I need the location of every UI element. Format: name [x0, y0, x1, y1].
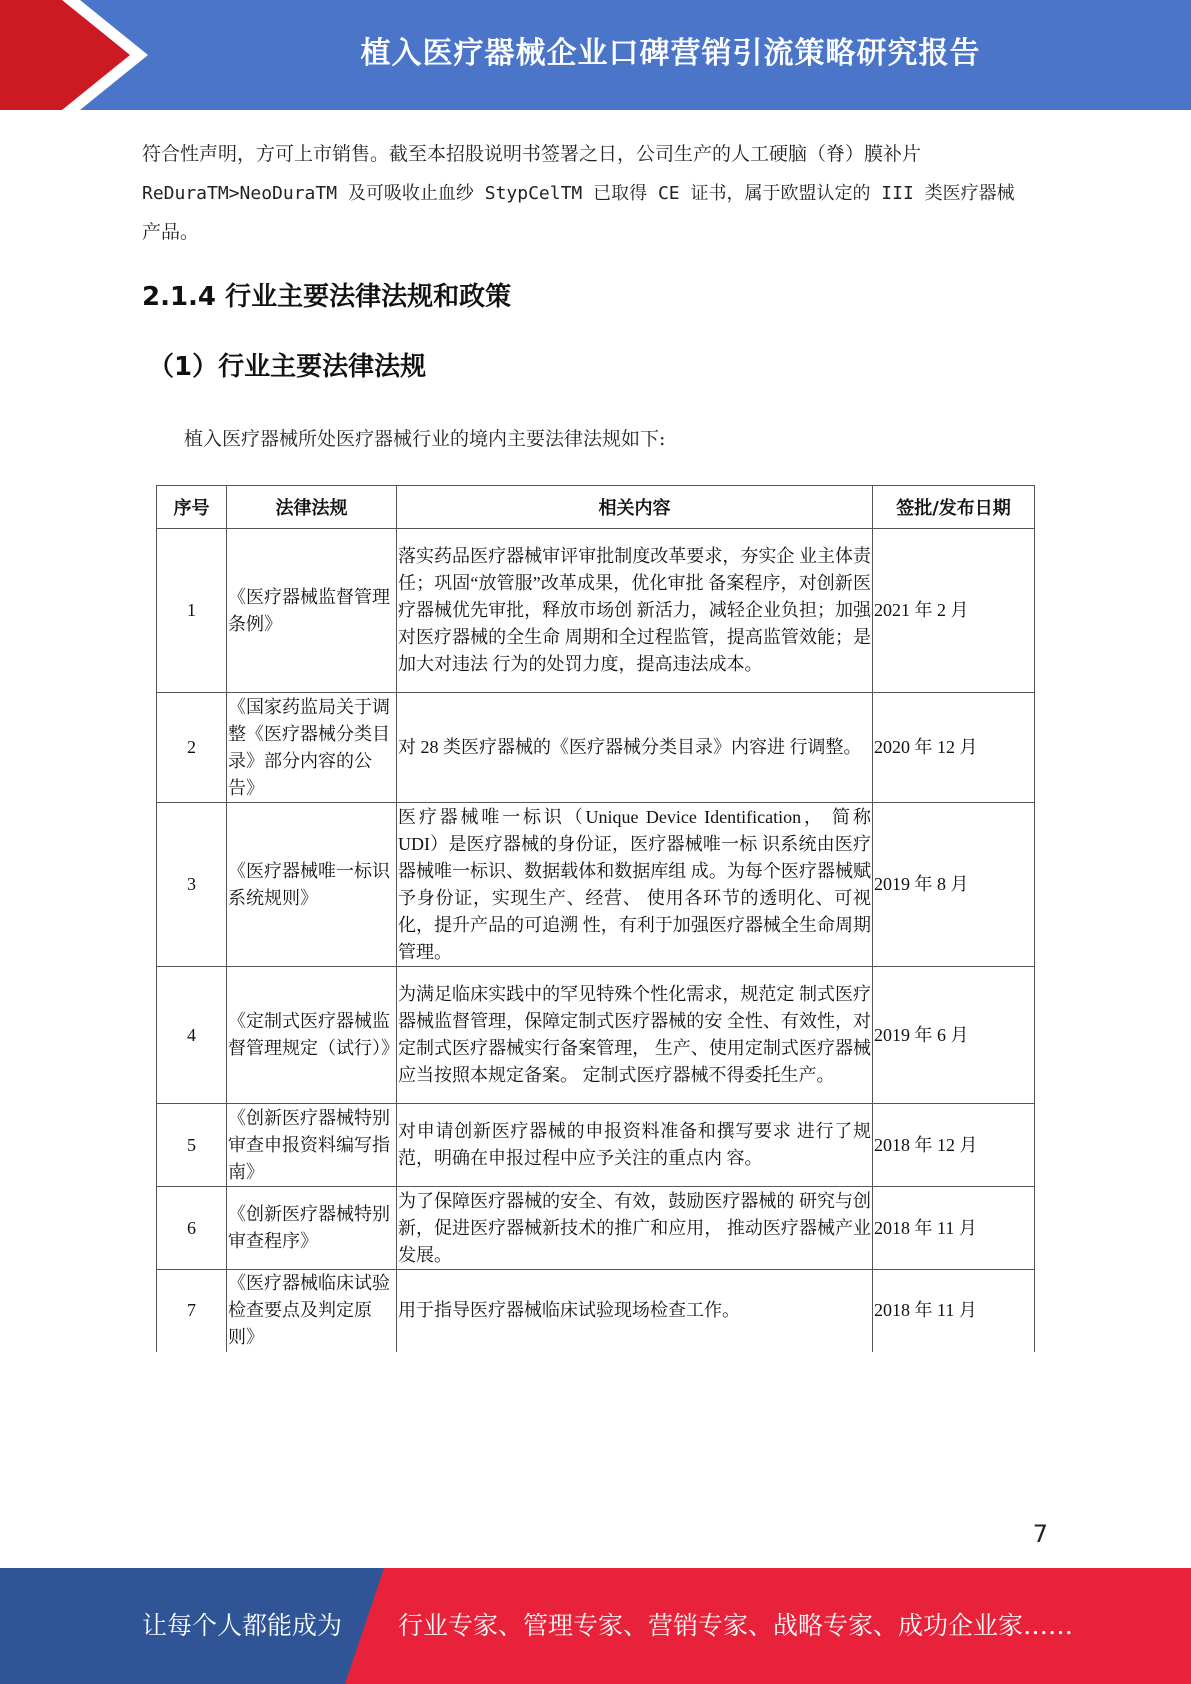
- table-row: [157, 1104, 1035, 1187]
- cell-no: 4: [157, 967, 227, 1104]
- paragraph-line: 产品。: [142, 221, 200, 243]
- cell-law: 《创新医疗器械特别审查程序》: [227, 1187, 397, 1270]
- header-cell-no: 序号: [157, 486, 227, 529]
- cell-date: 2018 年 11 月: [873, 1270, 1035, 1352]
- cell-date: 2018 年 11 月: [873, 1187, 1035, 1270]
- cell-date: 2019 年 8 月: [873, 803, 1035, 967]
- report-title: 植入医疗器械企业口碑营销引流策略研究报告: [360, 36, 981, 71]
- page-footer: [0, 1568, 1191, 1684]
- cell-no: 3: [157, 803, 227, 967]
- cell-law: 《医疗器械临床试验检查要点及判定原则》: [227, 1270, 397, 1352]
- cell-no: 7: [157, 1270, 227, 1352]
- cell-content: 为满足临床实践中的罕见特殊个性化需求，规范定 制式医疗器械监督管理，保障定制式医疗器械的安 全性、有效性，对定制式医疗器械实行备案管理， 生产、使用定制式医疗器械应当按照本规定备案。 定制式医疗器械不得委托生产。: [397, 967, 873, 1104]
- cell-no: 1: [157, 529, 227, 693]
- cell-date: 2020 年 12 月: [873, 693, 1035, 803]
- cell-no: 5: [157, 1104, 227, 1187]
- table-row: [157, 1270, 1035, 1352]
- table-row: [157, 803, 1035, 967]
- table-header-row: [157, 486, 1035, 529]
- cell-law: 《医疗器械监督管理条例》: [227, 529, 397, 693]
- cell-content: 医疗器械唯一标识（Unique Device Identification， 简称 UDI）是医疗器械的身份证，医疗器械唯一标 识系统由医疗器械唯一标识、数据载体和数据库组 成。为每个医疗器械赋予身份证，实现生产、经营、 使用各环节的透明化、可视化，提升产品的可追溯 性，有利于加强医疗器械全生命周期管理。: [397, 803, 873, 967]
- cell-content: 落实药品医疗器械审评审批制度改革要求，夯实企 业主体责任；巩固“放管服”改革成果，优化审批 备案程序，对创新医疗器械优先审批，释放市场创 新活力，减轻企业负担；加强对医疗器械的全生命 周期和全过程监管，提高监管效能；是加大对违法 行为的处罚力度，提高违法成本。: [397, 529, 873, 693]
- body-paragraph: [142, 135, 1047, 252]
- cell-law: 《创新医疗器械特别审查申报资料编写指南》: [227, 1104, 397, 1187]
- section-heading: 2.1.4 行业主要法律法规和政策: [142, 282, 512, 312]
- cell-no: 6: [157, 1187, 227, 1270]
- cell-no: 2: [157, 693, 227, 803]
- table-row: [157, 529, 1035, 693]
- header-cell-content: 相关内容: [397, 486, 873, 529]
- cell-content: 为了保障医疗器械的安全、有效，鼓励医疗器械的 研究与创新，促进医疗器械新技术的推广和应用， 推动医疗器械产业发展。: [397, 1187, 873, 1270]
- header-cell-date: 签批/发布日期: [873, 486, 1035, 529]
- header-cell-law: 法律法规: [227, 486, 397, 529]
- cell-law: 《国家药监局关于调整《医疗器械分类目录》部分内容的公告》: [227, 693, 397, 803]
- cell-content: 对 28 类医疗器械的《医疗器械分类目录》内容进 行调整。: [397, 693, 873, 803]
- table-row: [157, 693, 1035, 803]
- cell-content: 对申请创新医疗器械的申报资料准备和撰写要求 进行了规范，明确在申报过程中应予关注的重点内 容。: [397, 1104, 873, 1187]
- cell-date: 2021 年 2 月: [873, 529, 1035, 693]
- table-row: [157, 967, 1035, 1104]
- cell-content: 用于指导医疗器械临床试验现场检查工作。: [397, 1270, 873, 1352]
- table-intro-text: 植入医疗器械所处医疗器械行业的境内主要法律法规如下:: [184, 428, 666, 450]
- regulations-table: [156, 485, 1035, 1352]
- table-row: [157, 1187, 1035, 1270]
- paragraph-line: ReDuraTM>NeoDuraTM 及可吸收止血纱 StypCelTM 已取得 CE 证书，属于欧盟认定的 III 类医疗器械: [142, 183, 1015, 204]
- cell-law: 《医疗器械唯一标识系统规则》: [227, 803, 397, 967]
- cell-law: 《定制式医疗器械监督管理规定（试行）》: [227, 967, 397, 1104]
- page-number: 7: [1032, 1520, 1048, 1548]
- cell-date: 2019 年 6 月: [873, 967, 1035, 1104]
- footer-slogan-left: 让每个人都能成为: [142, 1611, 343, 1640]
- paragraph-line: 符合性声明，方可上市销售。截至本招股说明书签署之日，公司生产的人工硬脑（脊）膜补片: [142, 143, 922, 165]
- page-header: [0, 0, 1191, 110]
- footer-slogan-right: 行业专家、管理专家、营销专家、战略专家、成功企业家……: [398, 1611, 1074, 1640]
- cell-date: 2018 年 12 月: [873, 1104, 1035, 1187]
- sub-heading: （1）行业主要法律法规: [148, 352, 427, 382]
